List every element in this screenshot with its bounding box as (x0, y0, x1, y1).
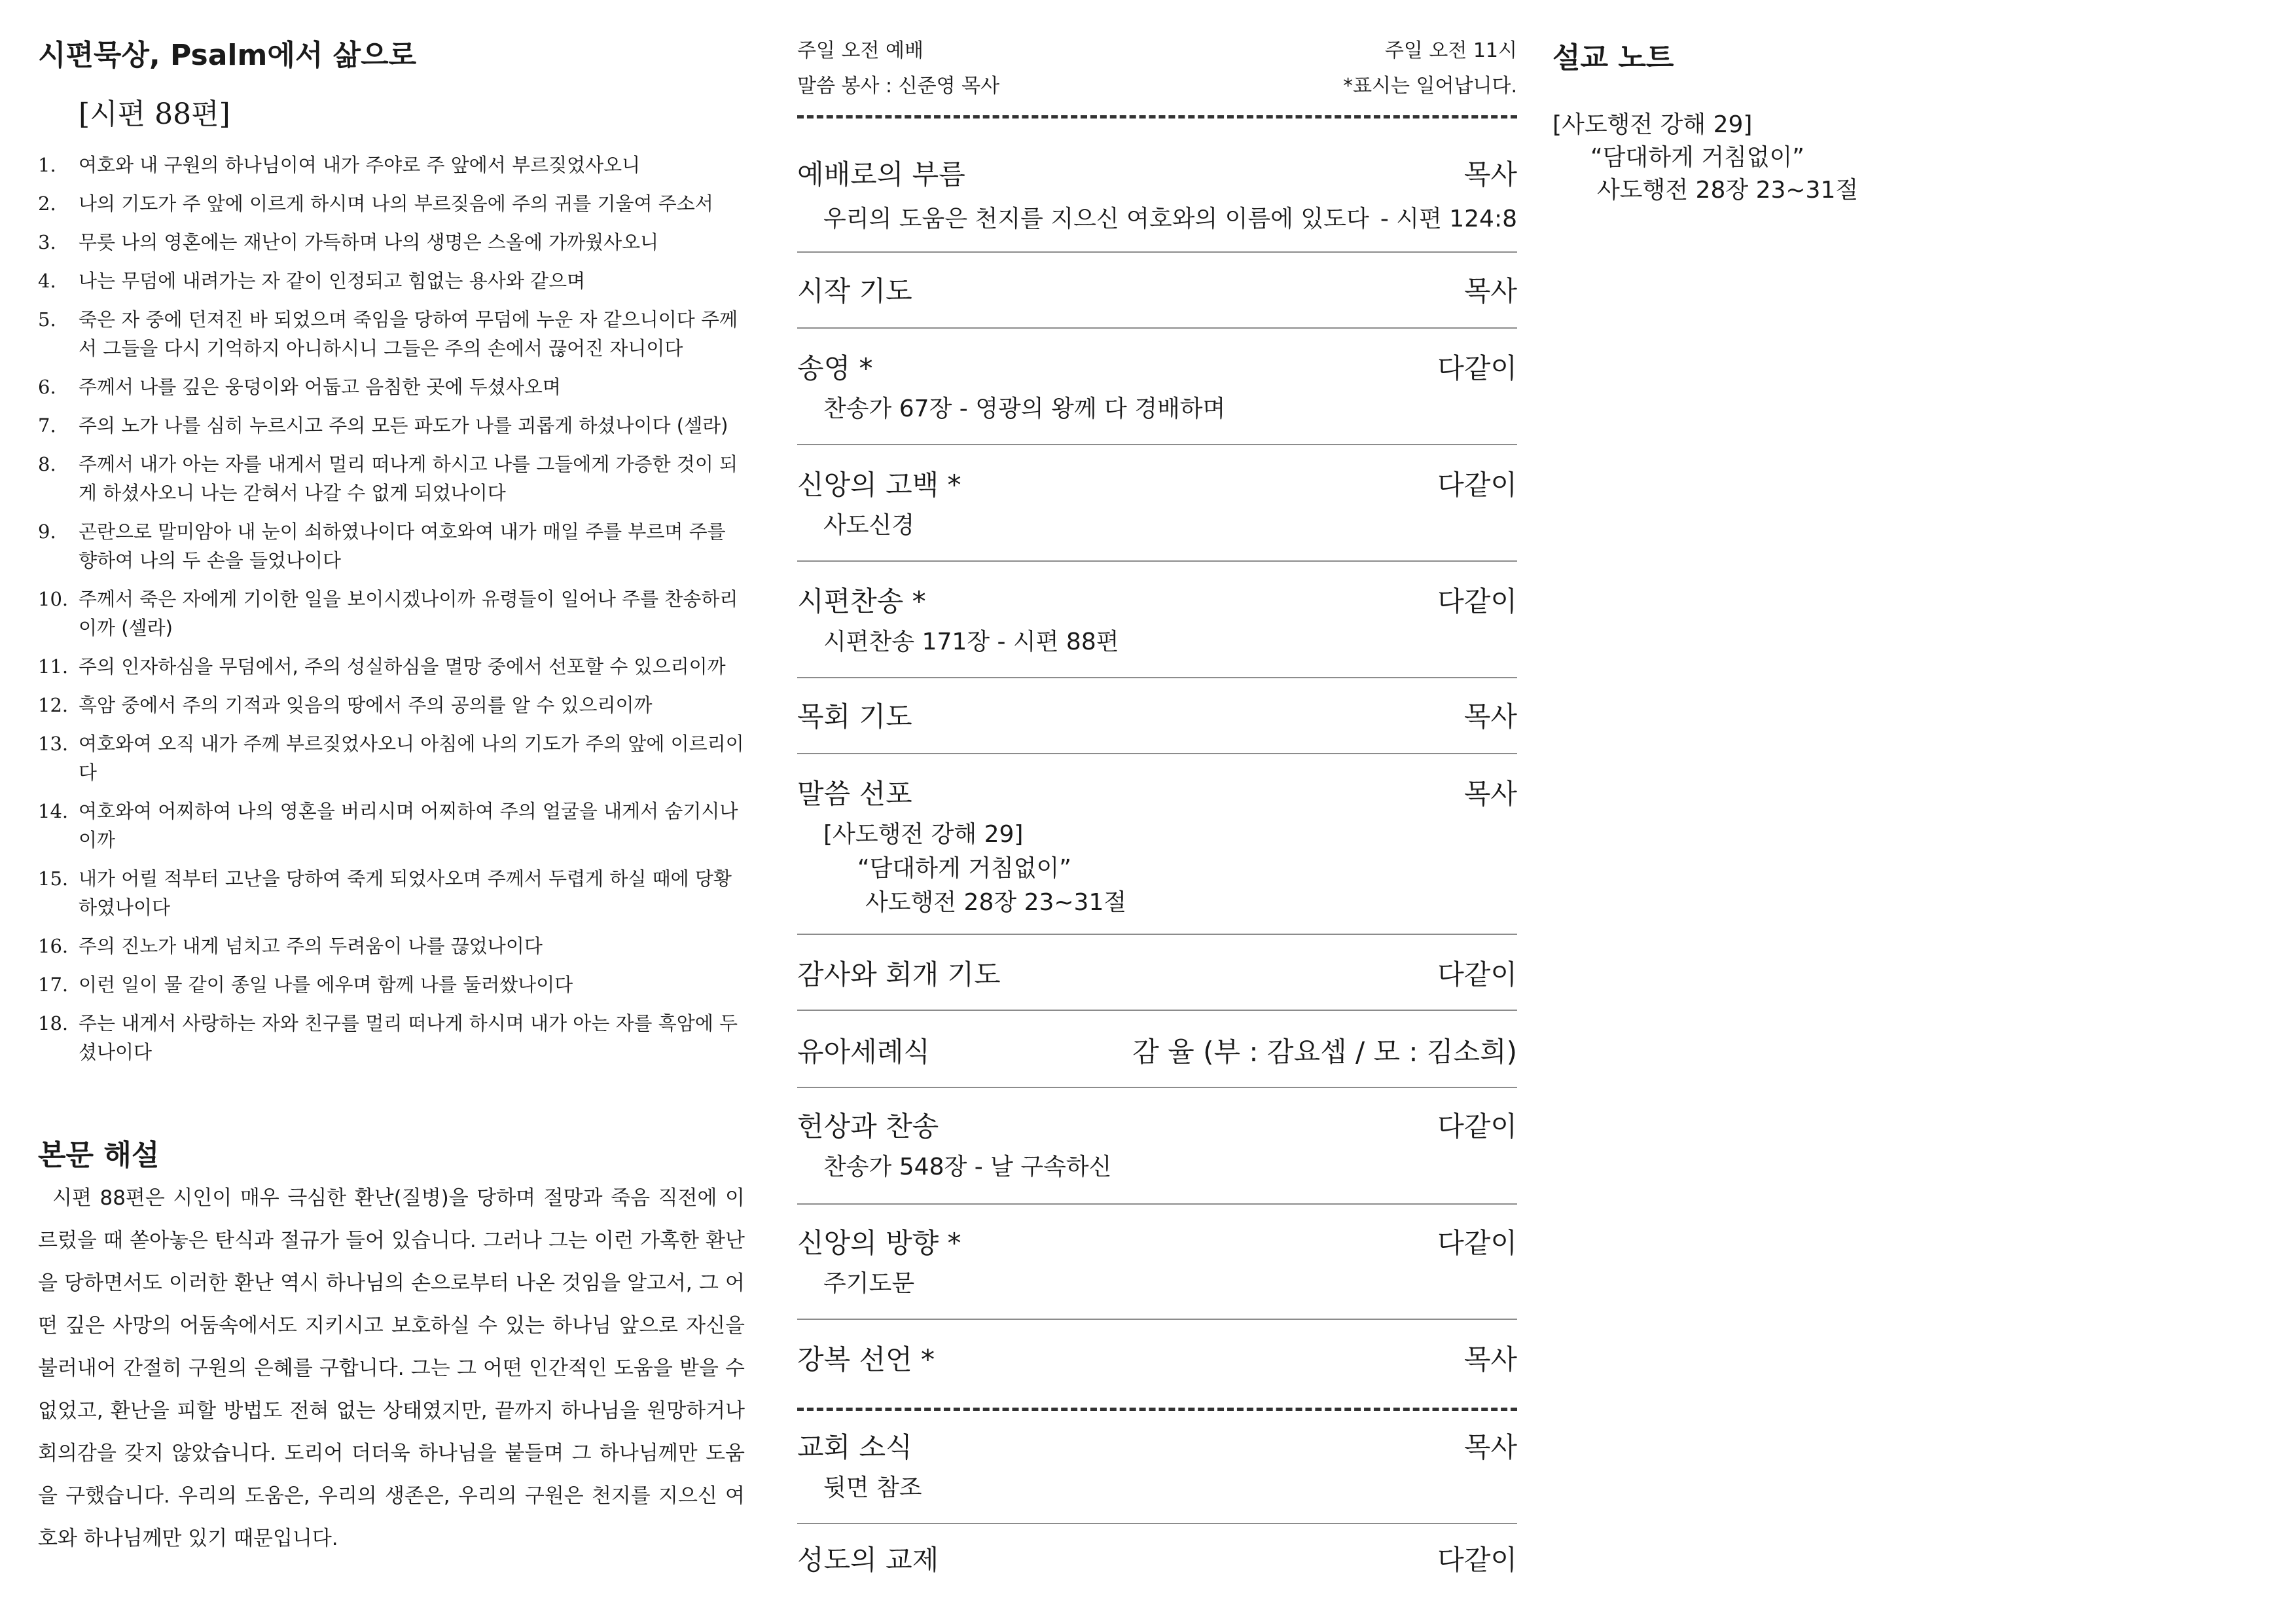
divider (797, 934, 1517, 935)
verse-item (38, 970, 745, 999)
order-name: 송영 * (797, 352, 873, 384)
verse-text: 무릇 나의 영혼에는 재난이 가득하며 나의 생명은 스올에 가까웠사오니 (79, 231, 659, 253)
verse-item (38, 411, 745, 440)
verse-number: 9. (38, 520, 56, 543)
verse-number: 5. (38, 308, 56, 331)
order-detail: 사도신경 (823, 512, 915, 539)
verse-number: 1. (38, 154, 56, 176)
verse-number: 7. (38, 414, 56, 437)
order-detail: 찬송가 548장 - 날 구속하신 (823, 1154, 1112, 1180)
divider (797, 327, 1517, 329)
verse-item (38, 691, 745, 720)
verse-text: 나의 기도가 주 앞에 이르게 하시며 나의 부르짖음에 주의 귀를 기울여 주소서 (79, 192, 713, 215)
service-time: 주일 오전 11시 (1384, 39, 1517, 62)
explanation-title: 본문 해설 (38, 1139, 160, 1172)
order-name: 시편찬송 * (797, 585, 926, 617)
divider (797, 560, 1517, 562)
psalm-title: 시편묵상, Psalm에서 삶으로 (38, 39, 417, 72)
verse-list (38, 151, 745, 1076)
divider (797, 1087, 1517, 1088)
verse-item (38, 151, 745, 179)
order-name: 목회 기도 (797, 701, 912, 733)
verse-number: 3. (38, 231, 56, 253)
service-name: 주일 오전 예배 (797, 39, 924, 62)
order-name: 신앙의 고백 * (797, 469, 961, 501)
sermon-scripture: 사도행전 28장 23~31절 (865, 889, 1127, 916)
notes-series: [사도행전 강해 29] (1552, 111, 1753, 138)
divider (797, 1203, 1517, 1205)
order-detail: 주기도문 (823, 1270, 915, 1297)
sermon-title: “담대하게 거침없이” (857, 855, 1071, 882)
verse-text: 여호와 내 구원의 하나님이여 내가 주야로 주 앞에서 부르짖었사오니 (79, 154, 641, 176)
order-leader: 감 율 (부 : 감요셉 / 모 : 김소희) (1132, 1036, 1517, 1068)
verse-number: 8. (38, 453, 56, 475)
verse-text: 주는 내게서 사랑하는 자와 친구를 멀리 떠나게 하시며 내가 아는 자를 흑암에 두셨나이다 (79, 1012, 738, 1063)
divider (797, 753, 1517, 754)
verse-text: 주의 진노가 내게 넘치고 주의 두려움이 나를 끊었나이다 (79, 935, 543, 957)
verse-text: 곤란으로 말미암아 내 눈이 쇠하였나이다 여호와여 내가 매일 주를 부르며 주를 향하여 나의 두 손을 들었나이다 (79, 520, 726, 572)
verse-item (38, 228, 745, 257)
verse-item (38, 797, 745, 854)
sermon-notes-title: 설교 노트 (1552, 41, 1674, 75)
verse-text: 주께서 죽은 자에게 기이한 일을 보이시겠나이까 유령들이 일어나 주를 찬송하리이까 (셀라) (79, 588, 738, 639)
verse-number: 17. (38, 974, 69, 996)
verse-number: 11. (38, 655, 69, 678)
preacher: 말씀 봉사 : 신준영 목사 (797, 75, 1000, 98)
verse-number: 15. (38, 867, 69, 890)
order-detail: 우리의 도움은 천지를 지으신 여호와의 이름에 있도다 (823, 206, 1369, 232)
verse-number: 14. (38, 800, 69, 822)
header-divider (797, 115, 1517, 119)
verse-item (38, 517, 745, 575)
order-leader: 목사 (1463, 275, 1517, 307)
order-name: 신앙의 방향 * (797, 1227, 961, 1259)
verse-item (38, 1009, 745, 1067)
divider (797, 1523, 1517, 1524)
verse-number: 18. (38, 1012, 69, 1034)
verse-item (38, 266, 745, 295)
notes-scripture: 사도행전 28장 23~31절 (1597, 177, 1859, 204)
order-name: 예배로의 부름 (797, 158, 965, 191)
verse-number: 10. (38, 588, 69, 610)
order-leader: 목사 (1463, 158, 1517, 191)
order-name: 유아세례식 (797, 1036, 930, 1068)
verse-number: 16. (38, 935, 69, 957)
order-leader: 다같이 (1437, 1227, 1517, 1259)
verse-text: 이런 일이 물 같이 종일 나를 에우며 함께 나를 둘러쌌나이다 (79, 974, 573, 996)
verse-text: 여호와여 어찌하여 나의 영혼을 버리시며 어찌하여 주의 얼굴을 내게서 숨기시나이까 (79, 800, 738, 851)
order-detail-reference: - 시편 124:8 (1380, 206, 1517, 232)
order-detail: 뒷면 참조 (823, 1474, 922, 1501)
verse-number: 2. (38, 192, 56, 215)
verse-item (38, 305, 745, 363)
verse-text: 내가 어릴 적부터 고난을 당하여 죽게 되었사오며 주께서 두렵게 하실 때에 당황하였나이다 (79, 867, 732, 919)
verse-item (38, 729, 745, 787)
verse-text: 죽은 자 중에 던져진 바 되었으며 죽임을 당하여 무덤에 누운 자 같으니이다 주께서 그들을 다시 기억하지 아니하시니 그들은 주의 손에서 끊어진 자니이다 (79, 308, 738, 359)
verse-text: 나는 무덤에 내려가는 자 같이 인정되고 힘없는 용사와 같으며 (79, 270, 586, 292)
verse-text: 주의 노가 나를 심히 누르시고 주의 모든 파도가 나를 괴롭게 하셨나이다 (셀라) (79, 414, 728, 437)
order-leader: 목사 (1463, 1431, 1517, 1463)
verse-text: 주께서 내가 아는 자를 내게서 멀리 떠나게 하시고 나를 그들에게 가증한 것이 되게 하셨사오니 나는 갇혀서 나갈 수 없게 되었나이다 (79, 453, 738, 504)
order-name: 헌상과 찬송 (797, 1110, 939, 1142)
sermon-series: [사도행전 강해 29] (823, 821, 1024, 848)
order-leader: 목사 (1463, 701, 1517, 733)
verse-text: 주께서 나를 깊은 웅덩이와 어둡고 음침한 곳에 두셨사오며 (79, 376, 561, 398)
divider (797, 1010, 1517, 1011)
order-detail: 시편찬송 171장 - 시편 88편 (823, 629, 1119, 655)
order-detail: 찬송가 67장 - 영광의 왕께 다 경배하며 (823, 395, 1226, 422)
order-name: 성도의 교제 (797, 1544, 939, 1576)
order-leader: 다같이 (1437, 469, 1517, 501)
divider (797, 251, 1517, 253)
verse-number: 12. (38, 694, 69, 716)
verse-number: 4. (38, 270, 56, 292)
verse-text: 흑암 중에서 주의 기적과 잊음의 땅에서 주의 공의를 알 수 있으리이까 (79, 694, 653, 716)
order-name: 시작 기도 (797, 275, 912, 307)
verse-number: 13. (38, 733, 69, 755)
explanation-body: 시편 88편은 시인이 매우 극심한 환난(질병)을 당하며 절망과 죽음 직전에 이르렀을 때 쏟아놓은 탄식과 절규가 들어 있습니다. 그러나 그는 이런 가혹한 환난을 당하면서도 이러한 환난 역시 하나님의 손으로부터 나온 것임을 알고서, 그 어떤 깊은 사망의 어둠속에서도 지키시고 보호하실 수 있는 하나님 앞으로 자신을 불러내어 간절히 구원의 은혜를 구합니다. 그는 그 어떤 인간적인 도움을 받을 수 없었고, 환난을 피할 방법도 전혀 없는 상태였지만, 끝까지 하나님을 원망하거나 회의감을 갖지 않았습니다. 도리어 더더욱 하나님을 붙들며 그 하나님께만 도움을 구했습니다. 우리의 도움은, 우리의 생존은, 우리의 구원은 천지를 지으신 여호와 하나님께만 있기 때문입니다. (38, 1186, 745, 1550)
order-leader: 다같이 (1437, 1110, 1517, 1142)
verse-item (38, 585, 745, 642)
order-name: 교회 소식 (797, 1431, 912, 1463)
verse-text: 여호와여 오직 내가 주께 부르짖었사오니 아침에 나의 기도가 주의 앞에 이르리이다 (79, 733, 744, 784)
order-name: 말씀 선포 (797, 778, 912, 810)
order-name: 감사와 회개 기도 (797, 958, 1001, 991)
divider (797, 444, 1517, 445)
notes-sermon-title: “담대하게 거침없이” (1590, 144, 1804, 171)
order-leader: 목사 (1463, 1343, 1517, 1376)
order-leader: 다같이 (1437, 585, 1517, 617)
verse-item (38, 864, 745, 922)
order-leader: 목사 (1463, 778, 1517, 810)
order-leader: 다같이 (1437, 352, 1517, 384)
verse-item (38, 450, 745, 507)
order-name: 강복 선언 * (797, 1343, 935, 1376)
verse-item (38, 189, 745, 218)
order-leader: 다같이 (1437, 1544, 1517, 1576)
verse-item (38, 373, 745, 401)
stand-note: *표시는 일어납니다. (1343, 75, 1517, 98)
verse-item (38, 932, 745, 960)
divider (797, 1319, 1517, 1320)
verse-item (38, 652, 745, 681)
verse-text: 주의 인자하심을 무덤에서, 주의 성실하심을 멸망 중에서 선포할 수 있으리이까 (79, 655, 726, 678)
psalm-reference: [시편 88편] (79, 98, 230, 131)
order-leader: 다같이 (1437, 958, 1517, 991)
section-divider (797, 1408, 1517, 1411)
verse-number: 6. (38, 376, 56, 398)
divider (797, 677, 1517, 678)
